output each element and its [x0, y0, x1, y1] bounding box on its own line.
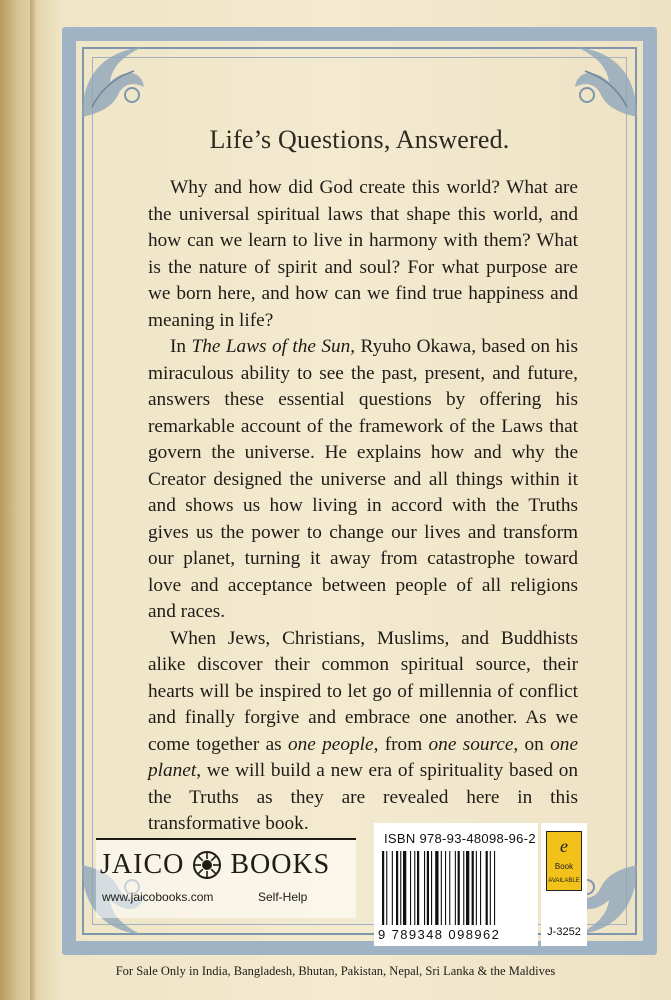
- sun-wheel-logo-icon: [192, 850, 222, 880]
- barcode-bar: [382, 851, 384, 925]
- barcode-bar: [494, 851, 495, 925]
- blurb-paragraph-1: Why and how did God create this world? What are the universal spiritual laws that shape this world, and how can we learn to live in harmony with them? What is the nature of spirit and soul? For what purpose are we born here, and how can we find true happiness and meaning in life?: [148, 177, 578, 331]
- isbn-text: ISBN 978-93-48098-96-2: [384, 831, 536, 846]
- barcode-bar: [435, 851, 438, 925]
- barcode-bar: [449, 851, 450, 925]
- barcode-icon: [380, 851, 532, 925]
- publisher-logo-block: [96, 838, 356, 918]
- blurb-text: [148, 175, 578, 838]
- barcode-bar: [472, 851, 474, 925]
- barcode-bar: [466, 851, 469, 925]
- corner-ornament-icon: [72, 37, 162, 127]
- barcode-bar: [424, 851, 425, 925]
- barcode-bar: [396, 851, 398, 925]
- barcode-digits: 9 789348 098962: [378, 927, 501, 942]
- barcode-bar: [427, 851, 429, 925]
- catalog-code: J-3252: [547, 926, 581, 938]
- barcode-bar: [392, 851, 393, 925]
- barcode-bar: [417, 851, 419, 925]
- barcode-bar: [386, 851, 387, 925]
- barcode-bar: [400, 851, 401, 925]
- barcode-panel: [374, 823, 538, 946]
- barcode-bar: [445, 851, 446, 925]
- book-title: The Laws of the Sun: [191, 336, 351, 357]
- barcode-bar: [476, 851, 477, 925]
- corner-ornament-icon: [557, 37, 647, 127]
- spine-edge: [30, 0, 36, 1000]
- blurb-paragraph-2: In The Laws of the Sun, Ryuho Okawa, based on his miraculous ability to see the past, present, and future, answers these essential questions by offering his remarkable account of the framework of the Laws that govern the universe. He explains how and why the Creator designed the universe and all things within it and shows us how living in accord with the Truths gives us the power to change our lives and transform our planet, turning it away from catastrophe toward love and acceptance between people of all religions and races.: [148, 336, 578, 622]
- barcode-bar: [441, 851, 442, 925]
- barcode-bar: [414, 851, 415, 925]
- blurb-paragraph-3: When Jews, Christians, Muslims, and Buddhists alike discover their common spiritual source, their hearts will be inspired to let go of millennia of conflict and finally forgive and embrace one another. As we come together as one people, from one source, on one planet, we will build a new era of spirituality based on the Truths as they are revealed here in this transformative book.: [148, 627, 578, 834]
- barcode-bar: [458, 851, 460, 925]
- publisher-name-left: JAICO: [100, 849, 185, 880]
- barcode-bar: [463, 851, 464, 925]
- barcode-bar: [455, 851, 456, 925]
- barcode-bar: [486, 851, 488, 925]
- publisher-name-right: BOOKS: [230, 849, 331, 880]
- sales-territory-note: For Sale Only in India, Bangladesh, Bhutan, Pakistan, Nepal, Sri Lanka & the Maldives: [115, 964, 556, 978]
- barcode-bar: [410, 851, 411, 925]
- barcode-bar: [490, 851, 491, 925]
- book-category: Self-Help: [258, 890, 308, 904]
- barcode-bar: [431, 851, 432, 925]
- ebook-available-icon: e Book AVAILABLE: [546, 831, 582, 891]
- publisher-url: www.jaicobooks.com: [102, 890, 214, 904]
- cover-headline: Life’s Questions, Answered.: [209, 125, 510, 154]
- barcode-bar: [480, 851, 481, 925]
- barcode-bar: [403, 851, 406, 925]
